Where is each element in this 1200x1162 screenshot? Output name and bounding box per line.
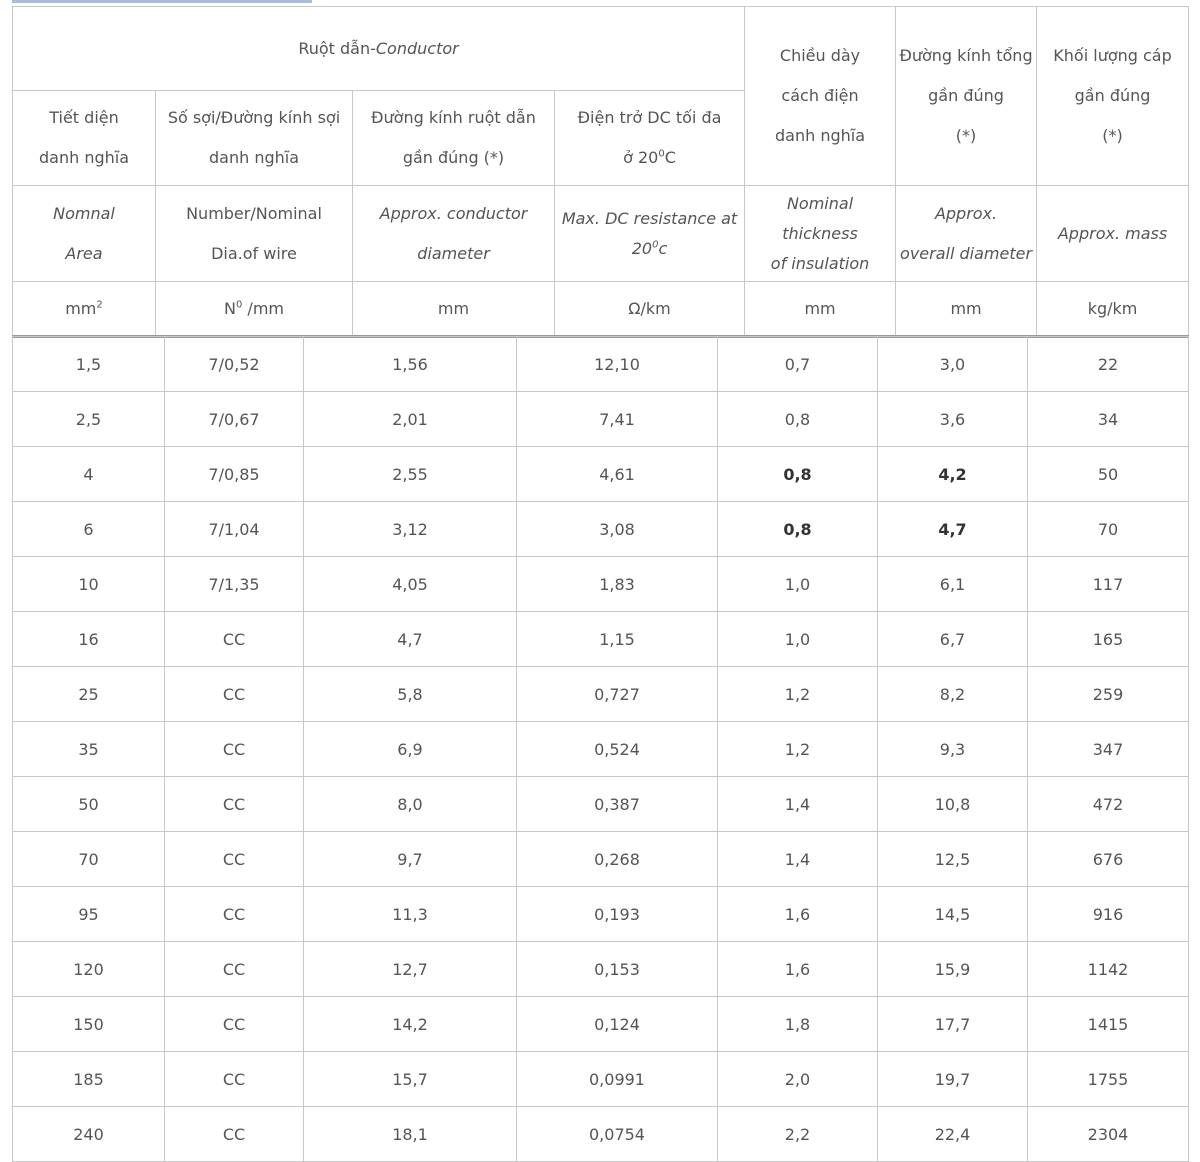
table-row xyxy=(13,777,1189,832)
cell-mass: 117 xyxy=(1028,557,1189,612)
cell-mass: 1415 xyxy=(1028,997,1189,1052)
resistance-unit: Ω/km xyxy=(555,282,745,337)
area-header-vn xyxy=(13,91,156,186)
ins-vn-line3: danh nghĩa xyxy=(775,126,866,145)
cond-diam-en-line2: diameter xyxy=(417,243,490,263)
ins-en-line2: of insulation xyxy=(770,253,870,273)
cell-resist: 0,524 xyxy=(517,722,718,777)
cell-overall: 6,7 xyxy=(878,612,1028,667)
group-title-italic: Conductor xyxy=(375,38,459,58)
cell-overall: 9,3 xyxy=(878,722,1028,777)
cell-ins: 0,8 xyxy=(718,392,878,447)
wires-header-en xyxy=(156,186,353,282)
mass-unit: kg/km xyxy=(1037,282,1189,337)
cell-ins: 0,8 xyxy=(718,447,878,502)
cell-cond-diam: 3,12 xyxy=(304,502,517,557)
insulation-header-en xyxy=(745,186,896,282)
overall-diameter-unit: mm xyxy=(896,282,1037,337)
mass-en-line1: Approx. mass xyxy=(1057,223,1168,243)
cell-cond-diam: 18,1 xyxy=(304,1107,517,1162)
insulation-unit: mm xyxy=(745,282,896,337)
data-table xyxy=(12,336,1189,1162)
cell-area: 50 xyxy=(13,777,165,832)
table-row xyxy=(13,722,1189,777)
resist-en-sup: 0 xyxy=(652,239,659,251)
area-unit xyxy=(13,282,156,337)
cell-overall: 3,0 xyxy=(878,337,1028,392)
cell-cond-diam: 4,7 xyxy=(304,612,517,667)
cell-cond-diam: 15,7 xyxy=(304,1052,517,1107)
cell-cond-diam: 5,8 xyxy=(304,667,517,722)
cell-ins: 1,0 xyxy=(718,612,878,667)
area-vn-line2: danh nghĩa xyxy=(38,148,129,167)
cell-mass: 2304 xyxy=(1028,1107,1189,1162)
cond-diam-unit: mm xyxy=(353,282,555,337)
cell-overall: 10,8 xyxy=(878,777,1028,832)
wires-unit xyxy=(156,282,353,337)
table-row xyxy=(13,887,1189,942)
overall-vn-line1: Đường kính tổng xyxy=(899,46,1033,65)
resist-vn-line1: Điện trở DC tối đa xyxy=(577,108,722,127)
cell-area: 185 xyxy=(13,1052,165,1107)
cell-ins: 1,4 xyxy=(718,777,878,832)
mass-header-vn xyxy=(1037,7,1189,186)
overall-vn-line3: (*) xyxy=(955,126,977,145)
table-row xyxy=(13,832,1189,887)
ins-en-line1: Nominal thickness xyxy=(782,193,858,243)
cell-wires: 7/0,85 xyxy=(165,447,304,502)
cell-cond-diam: 8,0 xyxy=(304,777,517,832)
mass-vn-line1: Khối lượng cáp xyxy=(1053,46,1172,65)
cell-mass: 165 xyxy=(1028,612,1189,667)
cell-resist: 1,83 xyxy=(517,557,718,612)
cell-wires: 7/0,67 xyxy=(165,392,304,447)
wires-vn-line2: danh nghĩa xyxy=(208,148,299,167)
overall-vn-line2: gần đúng xyxy=(928,86,1004,105)
cell-area: 1,5 xyxy=(13,337,165,392)
area-unit-text: mm xyxy=(65,298,97,318)
wires-en-line2: Dia.of wire xyxy=(211,243,297,263)
cell-overall: 14,5 xyxy=(878,887,1028,942)
cell-mass: 34 xyxy=(1028,392,1189,447)
cell-wires: CC xyxy=(165,832,304,887)
cell-resist: 12,10 xyxy=(517,337,718,392)
cell-wires: 7/0,52 xyxy=(165,337,304,392)
cond-diam-en-line1: Approx. conductor xyxy=(379,203,528,223)
conductor-group-header xyxy=(13,7,745,91)
overall-en-line1: Approx. xyxy=(934,203,998,223)
cell-resist: 0,124 xyxy=(517,997,718,1052)
area-en-line2: Area xyxy=(65,243,103,263)
cell-wires: CC xyxy=(165,942,304,997)
area-vn-line1: Tiết diện xyxy=(49,108,119,127)
table-row xyxy=(13,557,1189,612)
cell-resist: 0,268 xyxy=(517,832,718,887)
cell-wires: CC xyxy=(165,777,304,832)
cell-wires: CC xyxy=(165,887,304,942)
table-header xyxy=(12,6,1188,336)
mass-vn-line3: (*) xyxy=(1102,126,1123,145)
cell-resist: 0,387 xyxy=(517,777,718,832)
area-unit-sup: 2 xyxy=(96,299,103,311)
resist-vn-sup: 0 xyxy=(658,148,665,160)
table-row xyxy=(13,942,1189,997)
cell-ins: 1,6 xyxy=(718,942,878,997)
cell-wires: 7/1,35 xyxy=(165,557,304,612)
cell-mass: 472 xyxy=(1028,777,1189,832)
wires-unit-post: /mm xyxy=(242,298,284,318)
cell-ins: 1,6 xyxy=(718,887,878,942)
table-row xyxy=(13,612,1189,667)
cell-ins: 1,8 xyxy=(718,997,878,1052)
insulation-header-vn xyxy=(745,7,896,186)
cell-cond-diam: 2,55 xyxy=(304,447,517,502)
cell-area: 16 xyxy=(13,612,165,667)
cell-area: 35 xyxy=(13,722,165,777)
area-en-line1: Nomnal xyxy=(53,203,115,223)
table-row xyxy=(13,502,1189,557)
cell-mass: 22 xyxy=(1028,337,1189,392)
cell-area: 95 xyxy=(13,887,165,942)
cell-resist: 3,08 xyxy=(517,502,718,557)
table-row xyxy=(13,667,1189,722)
cell-area: 120 xyxy=(13,942,165,997)
cell-resist: 1,15 xyxy=(517,612,718,667)
resistance-header-en xyxy=(555,186,745,282)
cell-overall: 6,1 xyxy=(878,557,1028,612)
mass-header-en xyxy=(1037,186,1189,282)
overall-en-line2: overall diameter xyxy=(900,243,1033,263)
table-body xyxy=(12,336,1188,1151)
cell-resist: 0,727 xyxy=(517,667,718,722)
cell-ins: 2,0 xyxy=(718,1052,878,1107)
cell-mass: 70 xyxy=(1028,502,1189,557)
header-table xyxy=(12,6,1189,338)
cell-resist: 0,153 xyxy=(517,942,718,997)
cell-ins: 0,8 xyxy=(718,502,878,557)
cell-area: 2,5 xyxy=(13,392,165,447)
cell-ins: 2,2 xyxy=(718,1107,878,1162)
cell-mass: 50 xyxy=(1028,447,1189,502)
cell-resist: 4,61 xyxy=(517,447,718,502)
cell-cond-diam: 9,7 xyxy=(304,832,517,887)
cell-ins: 1,2 xyxy=(718,722,878,777)
cell-overall: 19,7 xyxy=(878,1052,1028,1107)
resist-vn-pre: ở 20 xyxy=(623,148,659,167)
cell-area: 240 xyxy=(13,1107,165,1162)
cell-ins: 1,2 xyxy=(718,667,878,722)
cell-area: 10 xyxy=(13,557,165,612)
ins-vn-line2: cách điện xyxy=(781,86,859,105)
cell-area: 6 xyxy=(13,502,165,557)
cell-area: 4 xyxy=(13,447,165,502)
cell-wires: CC xyxy=(165,997,304,1052)
table-row xyxy=(13,447,1189,502)
cell-ins: 1,4 xyxy=(718,832,878,887)
cell-cond-diam: 12,7 xyxy=(304,942,517,997)
mass-vn-line2: gần đúng xyxy=(1074,86,1151,105)
cell-overall: 12,5 xyxy=(878,832,1028,887)
cell-mass: 676 xyxy=(1028,832,1189,887)
resist-en-post: c xyxy=(658,238,668,258)
table-row xyxy=(13,392,1189,447)
cell-area: 25 xyxy=(13,667,165,722)
table-row xyxy=(13,1052,1189,1107)
cell-wires: 7/1,04 xyxy=(165,502,304,557)
cell-resist: 0,0754 xyxy=(517,1107,718,1162)
top-accent-bar xyxy=(12,0,312,3)
cond-diam-header-en xyxy=(353,186,555,282)
cond-diam-vn-line2: gần đúng (*) xyxy=(402,148,505,167)
cell-cond-diam: 6,9 xyxy=(304,722,517,777)
cell-cond-diam: 4,05 xyxy=(304,557,517,612)
cell-cond-diam: 1,56 xyxy=(304,337,517,392)
table-row xyxy=(13,337,1189,392)
overall-diameter-header-vn xyxy=(896,7,1037,186)
cell-overall: 3,6 xyxy=(878,392,1028,447)
cell-resist: 7,41 xyxy=(517,392,718,447)
ins-vn-line1: Chiều dày xyxy=(779,46,861,65)
area-header-en xyxy=(13,186,156,282)
cond-diam-header-vn xyxy=(353,91,555,186)
overall-diameter-header-en xyxy=(896,186,1037,282)
cell-mass: 1142 xyxy=(1028,942,1189,997)
wires-unit-sup: 0 xyxy=(235,299,243,311)
cell-overall: 15,9 xyxy=(878,942,1028,997)
wires-en-line1: Number/Nominal xyxy=(186,203,322,223)
cell-resist: 0,0991 xyxy=(517,1052,718,1107)
cell-area: 150 xyxy=(13,997,165,1052)
cell-wires: CC xyxy=(165,612,304,667)
cell-wires: CC xyxy=(165,722,304,777)
cell-wires: CC xyxy=(165,1052,304,1107)
group-title-text: Ruột dẫn- xyxy=(298,38,376,58)
cell-ins: 1,0 xyxy=(718,557,878,612)
cell-area: 70 xyxy=(13,832,165,887)
cell-mass: 347 xyxy=(1028,722,1189,777)
table-row xyxy=(13,1107,1189,1162)
table-row xyxy=(13,997,1189,1052)
cell-mass: 1755 xyxy=(1028,1052,1189,1107)
cell-cond-diam: 11,3 xyxy=(304,887,517,942)
cell-mass: 916 xyxy=(1028,887,1189,942)
cell-resist: 0,193 xyxy=(517,887,718,942)
cell-overall: 22,4 xyxy=(878,1107,1028,1162)
cell-overall: 8,2 xyxy=(878,667,1028,722)
cell-ins: 0,7 xyxy=(718,337,878,392)
cell-cond-diam: 2,01 xyxy=(304,392,517,447)
cell-wires: CC xyxy=(165,1107,304,1162)
resistance-header-vn xyxy=(555,91,745,186)
cell-overall: 17,7 xyxy=(878,997,1028,1052)
resist-vn-post: C xyxy=(664,148,676,167)
cell-mass: 259 xyxy=(1028,667,1189,722)
cond-diam-vn-line1: Đường kính ruột dẫn xyxy=(371,108,536,127)
cell-overall: 4,7 xyxy=(878,502,1028,557)
resist-en-line1: Max. DC resistance at xyxy=(561,208,738,228)
wires-header-vn xyxy=(156,91,353,186)
cell-overall: 4,2 xyxy=(878,447,1028,502)
resist-en-pre: 20 xyxy=(631,238,653,258)
cell-cond-diam: 14,2 xyxy=(304,997,517,1052)
wires-unit-pre: N xyxy=(224,298,236,318)
wires-vn-line1: Số sợi/Đường kính sợi xyxy=(167,108,341,127)
cell-wires: CC xyxy=(165,667,304,722)
